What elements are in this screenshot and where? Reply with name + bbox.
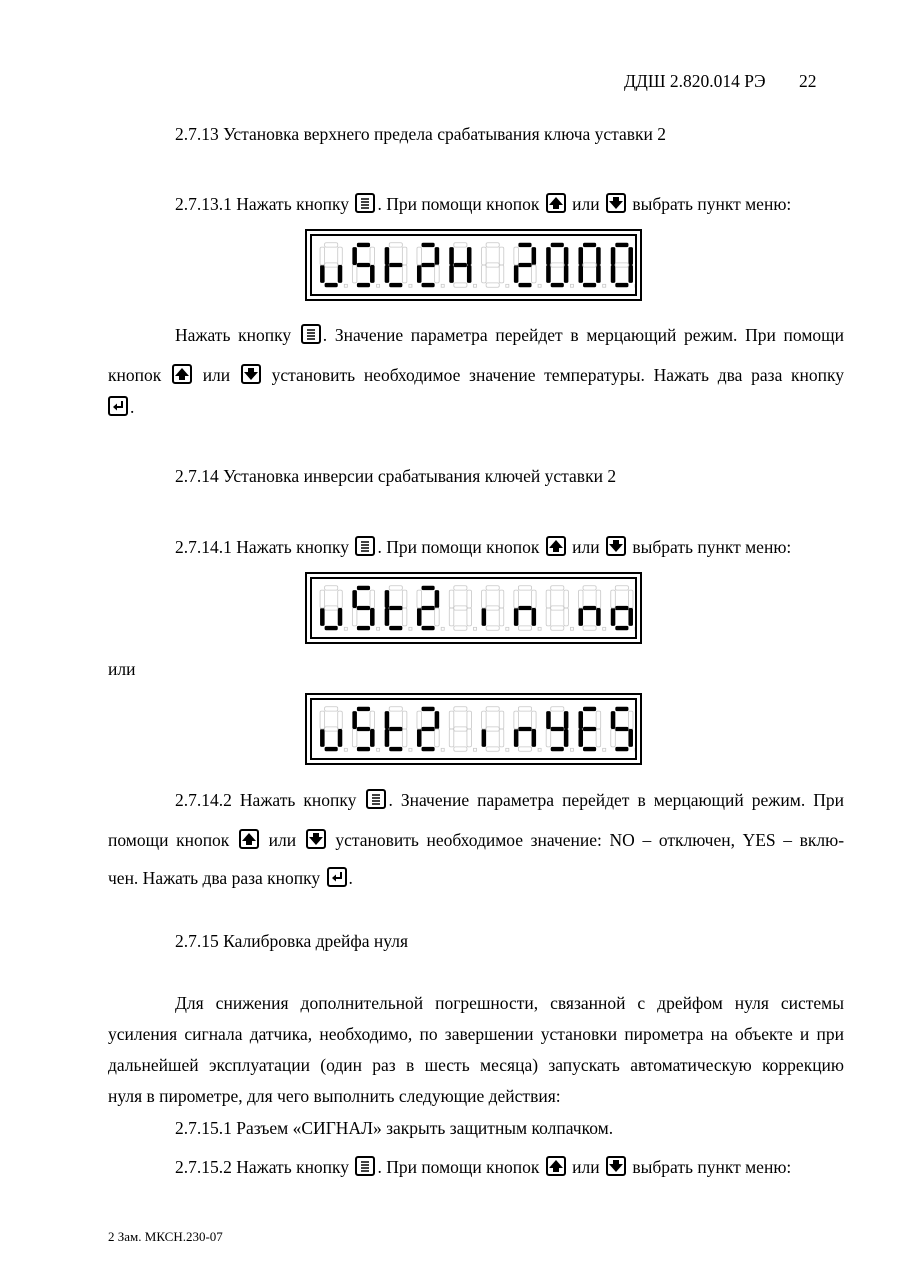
- lcd-digit: [482, 707, 509, 751]
- lcd-digit: [352, 707, 379, 751]
- lcd-digit: [611, 243, 635, 287]
- step-2714-1: 2.7.14.1 Нажать кнопку . При помощи кнопок или выбрать пункт меню:: [175, 537, 792, 557]
- menu-key-icon: [355, 1156, 375, 1176]
- footer-revision-note: 2 Зам. МКСН.230-07: [108, 1229, 223, 1244]
- para-2715-line3: дальнейшей эксплуатации (один раз в шесть месяца) запускать автоматическую коррекцию: [108, 1055, 844, 1075]
- section-heading-2713: 2.7.13 Установка верхнего предела срабатывания ключа уставки 2: [175, 124, 667, 144]
- lcd-digit: [320, 243, 347, 287]
- menu-key-icon: [355, 536, 375, 556]
- down-arrow-key-icon: [606, 1156, 626, 1176]
- para-2713-line1: Нажать кнопку . Значение параметра перейдет в мерцающий режим. При помощи: [175, 325, 844, 345]
- seven-segment-readout: [312, 236, 635, 294]
- lcd-digit: [417, 707, 444, 751]
- down-arrow-key-icon: [606, 536, 626, 556]
- para-2714-2-line1: 2.7.14.2 Нажать кнопку . Значение параметра перейдет в мерцающий режим. При: [175, 790, 844, 810]
- lcd-display-ust2h: [305, 229, 642, 301]
- enter-key-icon: [327, 867, 347, 887]
- para-2715-line1: Для снижения дополнительной погрешности, связанной с дрейфом нуля системы: [175, 993, 844, 1013]
- up-arrow-key-icon: [546, 1156, 566, 1176]
- lcd-digit: [482, 243, 509, 287]
- lcd-display-ust2-in-no: [305, 572, 642, 644]
- section-heading-2714: 2.7.14 Установка инверсии срабатывания ключей уставки 2: [175, 466, 617, 486]
- down-arrow-key-icon: [306, 829, 326, 849]
- up-arrow-key-icon: [239, 829, 259, 849]
- para-2715-line2: усиления сигнала датчика, необходимо, по завершении установки пирометра на объекте и при: [108, 1024, 844, 1044]
- para-2715-line4: нуля в пирометре, для чего выполнить следующие действия:: [108, 1086, 561, 1106]
- doc-code: ДДШ 2.820.014 РЭ: [624, 71, 766, 91]
- lcd-digit: [449, 243, 476, 287]
- lcd-digit: [578, 586, 605, 630]
- step-2715-2: 2.7.15.2 Нажать кнопку . При помощи кнопок или выбрать пункт меню:: [175, 1157, 792, 1177]
- lcd-digit: [352, 586, 379, 630]
- para-2713-line3: .: [108, 396, 134, 418]
- menu-key-icon: [366, 789, 386, 809]
- lcd-digit: [611, 707, 635, 751]
- lcd-digit: [320, 707, 347, 751]
- up-arrow-key-icon: [172, 364, 192, 384]
- menu-key-icon: [355, 193, 375, 213]
- lcd-digit: [482, 586, 509, 630]
- lcd-digit: [546, 707, 573, 751]
- down-arrow-key-icon: [241, 364, 261, 384]
- up-arrow-key-icon: [546, 193, 566, 213]
- lcd-digit: [578, 243, 605, 287]
- or-label: или: [108, 659, 136, 679]
- para-2714-2-line3: чен. Нажать два раза кнопку .: [108, 868, 353, 888]
- lcd-digit: [578, 707, 605, 751]
- lcd-digit: [449, 586, 476, 630]
- lcd-digit: [352, 243, 379, 287]
- lcd-digit: [514, 586, 541, 630]
- menu-key-icon: [301, 324, 321, 344]
- lcd-digit: [417, 243, 444, 287]
- lcd-digit: [449, 707, 476, 751]
- lcd-digit: [385, 243, 412, 287]
- lcd-digit: [385, 707, 412, 751]
- seven-segment-readout: [312, 579, 635, 637]
- lcd-digit: [546, 243, 573, 287]
- step-2713-1: 2.7.13.1 Нажать кнопку . При помощи кнопок или выбрать пункт меню:: [175, 194, 792, 214]
- step-2715-1: 2.7.15.1 Разъем «СИГНАЛ» закрыть защитным колпачком.: [175, 1118, 614, 1138]
- section-heading-2715: 2.7.15 Калибровка дрейфа нуля: [175, 931, 409, 951]
- enter-key-icon: [108, 396, 128, 416]
- lcd-digit: [385, 586, 412, 630]
- lcd-digit: [514, 243, 541, 287]
- lcd-digit: [320, 586, 347, 630]
- lcd-digit: [514, 707, 541, 751]
- up-arrow-key-icon: [546, 536, 566, 556]
- lcd-digit: [611, 586, 635, 630]
- para-2714-2-line2: помощи кнопок или установить необходимое значение: NO – отключен, YES – вклю-: [108, 830, 845, 850]
- down-arrow-key-icon: [606, 193, 626, 213]
- para-2713-line2: кнопок или установить необходимое значение температуры. Нажать два раза кнопку: [108, 365, 845, 385]
- page-number: 22: [799, 71, 817, 91]
- lcd-digit: [417, 586, 444, 630]
- lcd-digit: [546, 586, 573, 630]
- seven-segment-readout: [312, 700, 635, 758]
- lcd-display-ust2-in-yes: [305, 693, 642, 765]
